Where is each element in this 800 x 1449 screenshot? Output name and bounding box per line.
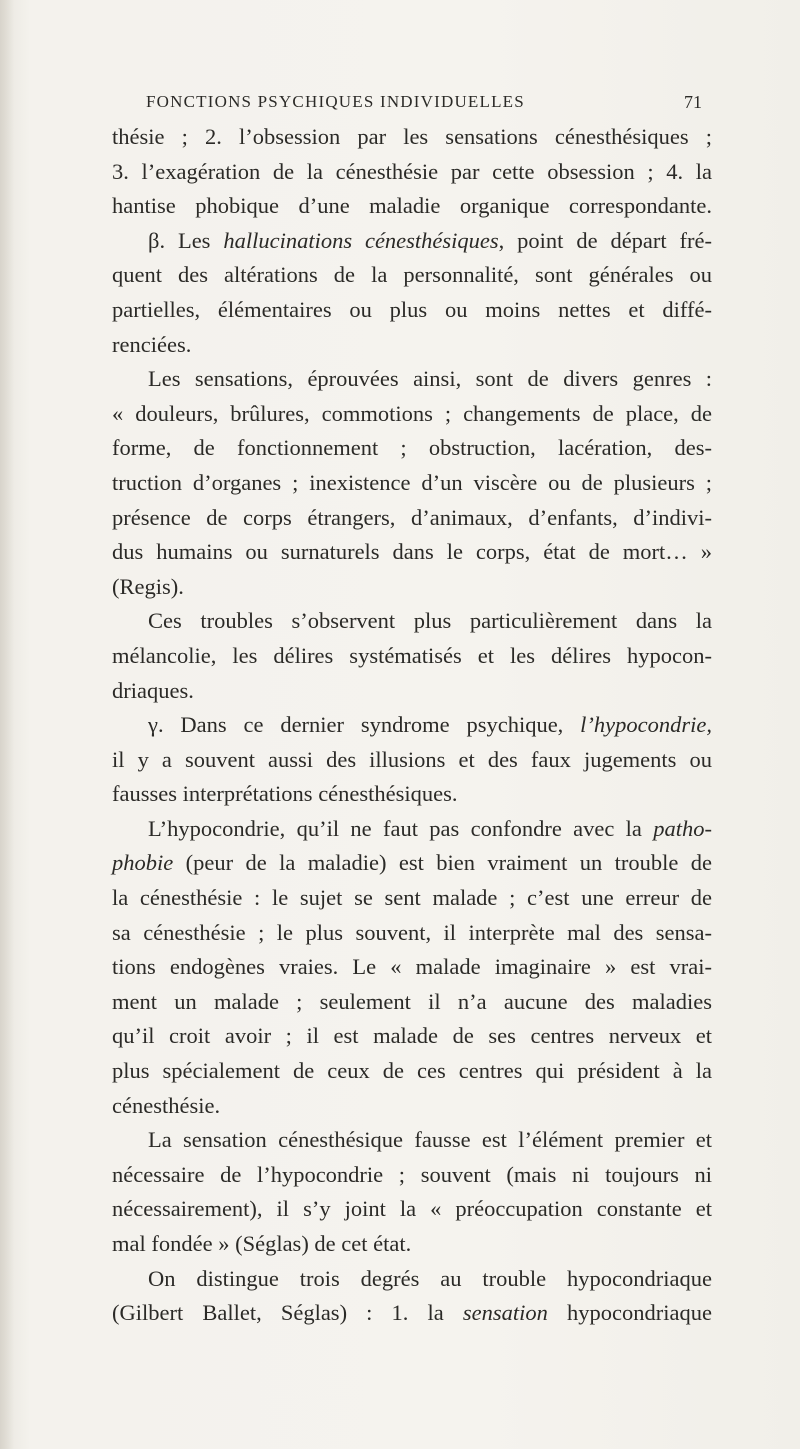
text-line: présence de corps étrangers, d’animaux, d’enfants, d’indivi- — [112, 504, 712, 530]
text-line — [112, 224, 712, 259]
italic-term: phobie — [112, 850, 174, 876]
text-run: hypocondriaque — [547, 1300, 712, 1326]
text-line: La sensation cénesthésique fausse est l’élément premier et — [148, 1127, 712, 1153]
text-line: partielles, élémentaires ou plus ou moins nettes et diffé- — [112, 296, 712, 322]
text-line — [112, 812, 712, 847]
text-line: nécessaire de l’hypocondrie ; souvent (mais ni toujours ni — [112, 1161, 712, 1187]
italic-term: patho- — [653, 815, 712, 841]
text-line — [112, 1296, 712, 1331]
text-line: driaques. — [112, 677, 194, 703]
italic-term: l’hypocondrie, — [580, 712, 712, 738]
text-run: (Gilbert Ballet, Séglas) : 1. la — [112, 1300, 463, 1326]
text-line: dus humains ou surnaturels dans le corps, état de mort… » — [112, 539, 712, 565]
text-line: quent des altérations de la personnalité, sont générales ou — [112, 262, 712, 288]
text-line: qu’il croit avoir ; il est malade de ses centres nerveux et — [112, 1023, 712, 1049]
text-line: ment un malade ; seulement il n’a aucune des maladies — [112, 988, 712, 1014]
text-line: Les sensations, éprouvées ainsi, sont de divers genres : — [148, 366, 712, 392]
text-line: Ces troubles s’observent plus particulièrement dans la — [148, 608, 712, 634]
text-run: L’hypocondrie, qu’il ne faut pas confondre avec la — [148, 815, 654, 841]
text-line: 3. l’exagération de la cénesthésie par cette obsession ; 4. la — [112, 158, 712, 184]
running-head — [146, 92, 702, 116]
text-run: , point de départ fré- — [498, 227, 713, 253]
text-run: β. Les — [148, 227, 224, 253]
text-line — [112, 846, 712, 881]
text-line: mal fondée » (Séglas) de cet état. — [112, 1231, 412, 1256]
text-line: sa cénesthésie ; le plus souvent, il interprète mal des sensa- — [112, 919, 712, 945]
text-line: cénesthésie. — [112, 1092, 221, 1118]
italic-term: hallucinations cénesthésiques — [223, 227, 499, 253]
text-line: On distingue trois degrés au trouble hypocondriaque — [148, 1265, 712, 1291]
text-run: (peur de la maladie) est bien vraiment un trouble de — [173, 850, 712, 876]
text-line: nécessairement), il s’y joint la « préoccupation constante et — [112, 1196, 712, 1222]
text-line: hantise phobique d’une maladie organique correspondante. — [112, 193, 712, 219]
text-line: fausses interprétations cénesthésiques. — [112, 781, 458, 807]
text-line: thésie ; 2. l’obsession par les sensations cénesthésiques ; — [112, 124, 712, 149]
text-line: mélancolie, les délires systématisés et les délires hypocon- — [112, 642, 712, 668]
running-title: FONCTIONS PSYCHIQUES INDIVIDUELLES — [146, 92, 525, 111]
text-line: forme, de fonctionnement ; obstruction, lacération, des- — [112, 435, 712, 461]
text-run: γ. Dans ce dernier syndrome psychique, — [148, 712, 581, 738]
text-line: la cénesthésie : le sujet se sent malade ; c’est une erreur de — [112, 885, 712, 911]
text-line — [112, 708, 712, 743]
text-line: « douleurs, brûlures, commotions ; changements de place, de — [112, 400, 712, 426]
text-block — [112, 120, 712, 1331]
text-line: il y a souvent aussi des illusions et des faux jugements ou — [112, 746, 712, 772]
text-line: tions endogènes vraies. Le « malade imaginaire » est vrai- — [112, 954, 712, 980]
page-gutter-shadow — [0, 0, 14, 1449]
text-line: (Regis). — [112, 573, 184, 599]
text-line: plus spécialement de ceux de ces centres qui président à la — [112, 1058, 712, 1084]
text-line: renciées. — [112, 331, 192, 357]
text-line: truction d’organes ; inexistence d’un viscère ou de plusieurs ; — [112, 469, 712, 495]
italic-term: sensation — [462, 1300, 548, 1326]
page-number: 71 — [684, 92, 702, 112]
